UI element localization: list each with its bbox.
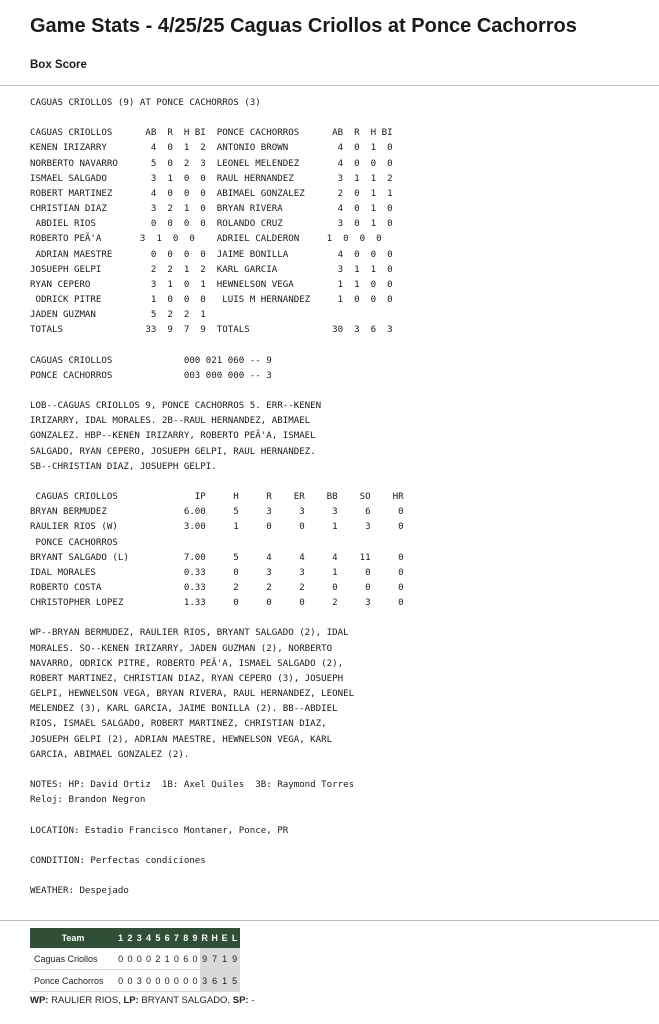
page-title: Game Stats - 4/25/25 Caguas Criollos at Ponce Cachorros bbox=[30, 15, 577, 37]
box-score-line: NORBERTO NAVARRO 5 0 2 3 LEONEL MELENDEZ 4 0 0 0 bbox=[30, 158, 393, 169]
box-score-line: WP--BRYAN BERMUDEZ, RAULIER RIOS, BRYANT SALGADO (2), IDAL bbox=[30, 628, 349, 639]
box-score-line: JOSUEPH GELPI (2), ADRIAN MAESTRE, HEWNELSON VEGA, KARL bbox=[30, 734, 333, 745]
linescore-inning-cell: 0 bbox=[181, 970, 190, 992]
linescore-inning-cell: 2 bbox=[153, 948, 162, 970]
linescore-inning-cell: 0 bbox=[116, 948, 125, 970]
linescore-header-team: Team bbox=[30, 928, 116, 948]
box-score-line: CAGUAS CRIOLLOS AB R H BI PONCE CACHORROS AB R H BI bbox=[30, 128, 393, 139]
box-score-line: NAVARRO, ODRICK PITRE, ROBERTO PEÃ'A, ISMAEL SALGADO (2), bbox=[30, 658, 344, 669]
box-score-line: JADEN GUZMAN 5 2 2 1 bbox=[30, 310, 206, 321]
linescore-total-cell: 5 bbox=[230, 970, 240, 992]
linescore-inning-cell: 0 bbox=[172, 970, 181, 992]
box-score-line: ROBERT MARTINEZ 4 0 0 0 ABIMAEL GONZALEZ 2 0 1 1 bbox=[30, 188, 393, 199]
linescore-inning-cell: 1 bbox=[162, 948, 171, 970]
linescore-inning-cell: 0 bbox=[172, 948, 181, 970]
box-score-line: CAGUAS CRIOLLOS (9) AT PONCE CACHORROS (3) bbox=[30, 98, 261, 108]
section-title-box-score: Box Score bbox=[30, 59, 87, 71]
box-score-line: PONCE CACHORROS 003 000 000 -- 3 bbox=[30, 370, 272, 381]
winning-pitcher-label: WP: bbox=[30, 995, 49, 1006]
linescore-inning-cell: 0 bbox=[125, 970, 134, 992]
linescore-inning-cell: 3 bbox=[135, 970, 144, 992]
box-score-line: GONZALEZ. HBP--KENEN IRIZARRY, ROBERTO PEÃ'A, ISMAEL bbox=[30, 431, 316, 442]
linescore-inning-cell: 6 bbox=[181, 948, 190, 970]
linescore-total-cell: 6 bbox=[210, 970, 220, 992]
box-score-line: PONCE CACHORROS bbox=[30, 537, 118, 548]
box-score-line: WEATHER: Despejado bbox=[30, 886, 129, 897]
box-score-line: RIOS, ISMAEL SALGADO, ROBERT MARTINEZ, CHRISTIAN DIAZ, bbox=[30, 719, 327, 730]
losing-pitcher-label: LP: bbox=[123, 995, 139, 1006]
linescore-header-lob: L bbox=[230, 928, 240, 948]
linescore-header-row bbox=[30, 928, 240, 948]
linescore-inning-cell: 0 bbox=[144, 948, 153, 970]
box-score-line: CHRISTOPHER LOPEZ 1.33 0 0 0 2 3 0 bbox=[30, 598, 404, 609]
box-score-line: CHRISTIAN DIAZ 3 2 1 0 BRYAN RIVERA 4 0 1 0 bbox=[30, 204, 393, 215]
linescore-total-cell: 7 bbox=[210, 948, 220, 970]
box-score-line: Reloj: Brandon Negron bbox=[30, 795, 146, 806]
box-score-line: ODRICK PITRE 1 0 0 0 LUIS M HERNANDEZ 1 0 0 0 bbox=[30, 295, 393, 306]
box-score-line: CAGUAS CRIOLLOS IP H R ER BB SO HR bbox=[30, 492, 404, 503]
linescore-inning-cell: 0 bbox=[190, 948, 199, 970]
box-score-line: CONDITION: Perfectas condiciones bbox=[30, 855, 206, 866]
box-score-line: SALGADO, RYAN CEPERO, JOSUEPH GELPI, RAUL HERNANDEZ. bbox=[30, 446, 316, 457]
box-score-line: RYAN CEPERO 3 1 0 1 HEWNELSON VEGA 1 1 0 0 bbox=[30, 279, 393, 290]
linescore-row-home bbox=[30, 970, 240, 992]
box-score-line: RAULIER RIOS (W) 3.00 1 0 0 1 3 0 bbox=[30, 522, 404, 533]
linescore-row-away bbox=[30, 948, 240, 970]
linescore-table bbox=[30, 928, 240, 992]
box-score-line: TOTALS 33 9 7 9 TOTALS 30 3 6 3 bbox=[30, 325, 393, 336]
box-score-line: CAGUAS CRIOLLOS 000 021 060 -- 9 bbox=[30, 355, 272, 366]
box-score-line: ROBERTO PEÃ'A 3 1 0 0 ADRIEL CALDERON 1 0 0 0 bbox=[30, 234, 382, 245]
box-score-line: BRYANT SALGADO (L) 7.00 5 4 4 4 11 0 bbox=[30, 552, 404, 563]
linescore-header-inning: 3 bbox=[135, 928, 144, 948]
linescore-team-name: Caguas Criollos bbox=[30, 948, 116, 970]
box-score-line: IRIZARRY, IDAL MORALES. 2B--RAUL HERNANDEZ, ABIMAEL bbox=[30, 416, 311, 427]
linescore-inning-cell: 0 bbox=[162, 970, 171, 992]
save-pitcher-label: SP: bbox=[232, 995, 249, 1006]
linescore-total-cell: 1 bbox=[220, 948, 230, 970]
box-score-line: ISMAEL SALGADO 3 1 0 0 RAUL HERNANDEZ 3 1 1 2 bbox=[30, 173, 393, 184]
box-score-line: JOSUEPH GELPI 2 2 1 2 KARL GARCIA 3 1 1 0 bbox=[30, 264, 393, 275]
box-score-line: ABDIEL RIOS 0 0 0 0 ROLANDO CRUZ 3 0 1 0 bbox=[30, 219, 393, 230]
linescore-team-name: Ponce Cachorros bbox=[30, 970, 116, 992]
box-score-line: MELENDEZ (3), KARL GARCIA, JAIME BONILLA (2). BB--ABDIEL bbox=[30, 704, 338, 715]
linescore-header-runs: R bbox=[200, 928, 210, 948]
box-score-line: MORALES. SO--KENEN IRIZARRY, JADEN GUZMAN (2), NORBERTO bbox=[30, 643, 333, 654]
linescore-header-inning: 2 bbox=[125, 928, 134, 948]
linescore-header-inning: 9 bbox=[190, 928, 199, 948]
box-score-line: BRYAN BERMUDEZ 6.00 5 3 3 3 6 0 bbox=[30, 507, 404, 518]
box-score-line: LOCATION: Estadio Francisco Montaner, Ponce, PR bbox=[30, 825, 289, 836]
box-score-line: LOB--CAGUAS CRIOLLOS 9, PONCE CACHORROS 5. ERR--KENEN bbox=[30, 401, 322, 412]
linescore-header-hits: H bbox=[210, 928, 220, 948]
linescore-header-inning: 8 bbox=[181, 928, 190, 948]
linescore-total-cell: 9 bbox=[200, 948, 210, 970]
linescore-total-cell: 9 bbox=[230, 948, 240, 970]
box-score-line: ADRIAN MAESTRE 0 0 0 0 JAIME BONILLA 4 0 0 0 bbox=[30, 249, 393, 260]
linescore-header-inning: 1 bbox=[116, 928, 125, 948]
losing-pitcher-value: BRYANT SALGADO, bbox=[138, 995, 233, 1006]
linescore-inning-cell: 0 bbox=[116, 970, 125, 992]
linescore-inning-cell: 0 bbox=[125, 948, 134, 970]
save-pitcher-value: - bbox=[248, 995, 255, 1006]
linescore-inning-cell: 0 bbox=[153, 970, 162, 992]
linescore-inning-cell: 0 bbox=[190, 970, 199, 992]
linescore-header-errors: E bbox=[220, 928, 230, 948]
linescore-total-cell: 1 bbox=[220, 970, 230, 992]
top-divider bbox=[0, 85, 659, 86]
linescore-header-inning: 7 bbox=[172, 928, 181, 948]
linescore-header-inning: 5 bbox=[153, 928, 162, 948]
linescore-header-inning: 6 bbox=[162, 928, 171, 948]
linescore-total-cell: 3 bbox=[200, 970, 210, 992]
bottom-divider bbox=[0, 920, 659, 921]
linescore-inning-cell: 0 bbox=[135, 948, 144, 970]
box-score-line: GELPI, HEWNELSON VEGA, BRYAN RIVERA, RAUL HERNANDEZ, LEONEL bbox=[30, 689, 355, 700]
box-score-line: GARCIA, ABIMAEL GONZALEZ (2). bbox=[30, 749, 190, 760]
linescore-header-inning: 4 bbox=[144, 928, 153, 948]
game-result-line bbox=[30, 994, 254, 1007]
box-score-line: ROBERTO COSTA 0.33 2 2 2 0 0 0 bbox=[30, 583, 404, 593]
linescore-inning-cell: 0 bbox=[144, 970, 153, 992]
box-score-line: IDAL MORALES 0.33 0 3 3 1 0 0 bbox=[30, 567, 404, 578]
box-score-line: SB--CHRISTIAN DIAZ, JOSUEPH GELPI. bbox=[30, 461, 217, 472]
box-score-text bbox=[30, 96, 404, 899]
box-score-line: KENEN IRIZARRY 4 0 1 2 ANTONIO BROWN 4 0 1 0 bbox=[30, 143, 393, 154]
box-score-line: NOTES: HP: David Ortiz 1B: Axel Quiles 3B: Raymond Torres bbox=[30, 780, 355, 791]
winning-pitcher-value: RAULIER RIOS, bbox=[48, 995, 124, 1006]
box-score-line: ROBERT MARTINEZ, CHRISTIAN DIAZ, RYAN CEPERO (3), JOSUEPH bbox=[30, 673, 344, 684]
